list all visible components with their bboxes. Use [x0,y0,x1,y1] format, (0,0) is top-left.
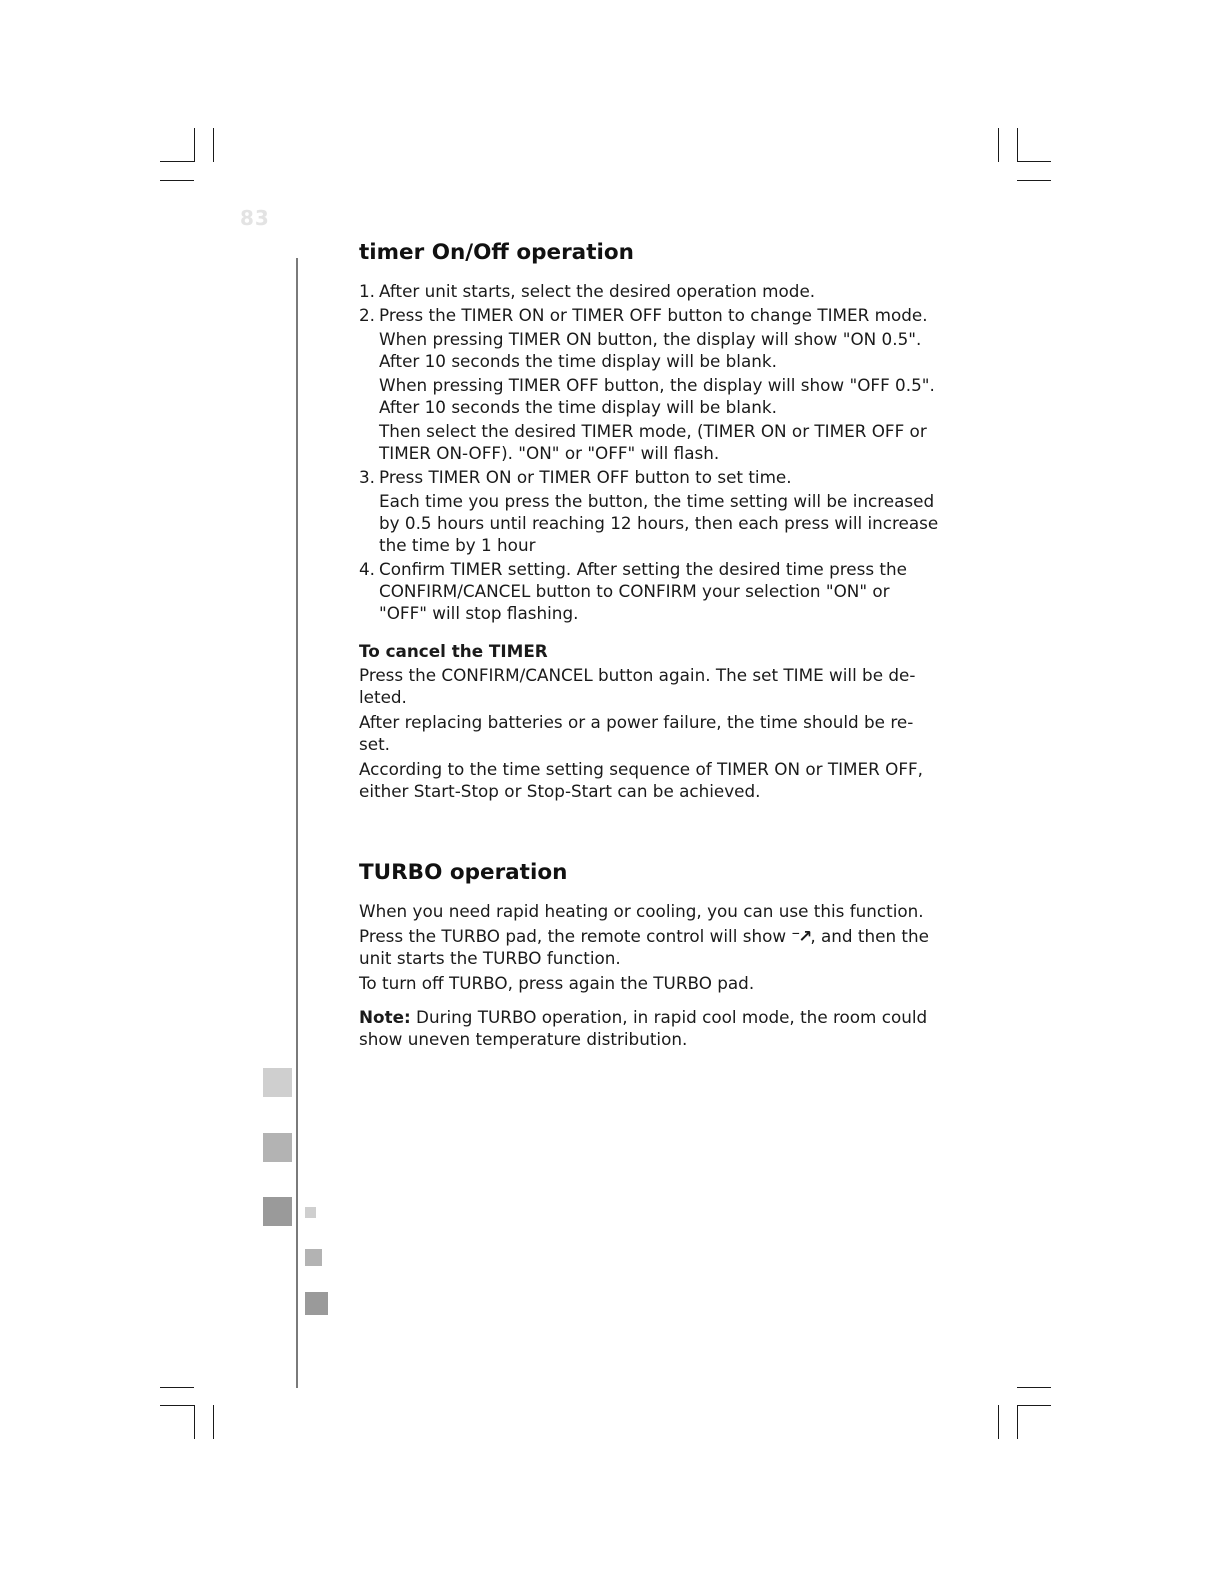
step-text: Each time you press the button, the time setting will be increased by 0.5 hours until reaching 12 hours, then each press will increase the time by 1 hour [379,491,939,555]
cancel-paragraph: According to the time setting sequence of TIMER ON or TIMER OFF, either Start-Stop or Stop-Start can be achieved. [359,759,923,801]
crop-mark-tl-v2 [213,128,214,162]
step-number: 3. [359,467,376,487]
step-text: Press TIMER ON or TIMER OFF button to set time. [379,467,792,487]
crop-mark-tr-v2 [1017,128,1018,162]
cancel-timer-heading: To cancel the TIMER [359,641,548,661]
step-number: 4. [359,559,376,579]
crop-mark-br-v2 [1017,1405,1018,1439]
timer-heading: timer On/Off operation [359,240,634,265]
step-text: When pressing TIMER ON button, the display will show "ON 0.5". After 10 seconds the time display will be blank. [379,329,922,371]
crop-mark-bl-v [194,1405,195,1439]
tab-square-large [305,1292,328,1315]
margin-rule [296,258,298,1388]
turbo-paragraph [359,925,939,969]
crop-mark-br-h2 [1017,1405,1051,1406]
step-text: Press the TIMER ON or TIMER OFF button to change TIMER mode. [379,305,928,325]
turbo-symbol-icon: ⁻↗ [791,926,811,946]
step-text: When pressing TIMER OFF button, the display will show "OFF 0.5". After 10 seconds the time display will be blank. [379,375,935,417]
timer-steps [359,280,939,624]
step-text: Then select the desired TIMER mode, (TIMER ON or TIMER OFF or TIMER ON-OFF). "ON" or "OFF" will flash. [379,421,927,463]
tab-square-medium [305,1249,322,1266]
tab-marker-dark [263,1197,292,1226]
crop-mark-tl-h2 [160,180,194,181]
turbo-note [359,1006,939,1050]
step-text: After unit starts, select the desired operation mode. [379,281,816,301]
crop-mark-bl-h2 [160,1405,194,1406]
crop-mark-br-v [998,1405,999,1439]
main-content [359,238,939,1053]
timer-step-3 [359,466,939,556]
step-number: 1. [359,281,376,301]
crop-mark-bl-v2 [213,1405,214,1439]
timer-step-4 [359,558,939,624]
crop-mark-tl-h [160,161,194,162]
cancel-paragraph: Press the CONFIRM/CANCEL button again. The set TIME will be de-leted. [359,665,916,707]
crop-mark-tr-h2 [1017,180,1051,181]
crop-mark-tr-h [1017,161,1051,162]
cancel-paragraph: After replacing batteries or a power failure, the time should be re-set. [359,712,914,754]
tab-marker-mid [263,1133,292,1162]
crop-mark-br-h [1017,1387,1051,1388]
note-label: Note: [359,1007,411,1027]
page-number: 83 [240,206,270,230]
timer-step-1 [359,280,939,302]
step-number: 2. [359,305,376,325]
tab-marker-light [263,1068,292,1097]
timer-step-2 [359,304,939,464]
turbo-heading: TURBO operation [359,860,568,885]
crop-mark-tr-v [998,128,999,162]
crop-mark-tl-v [194,128,195,162]
step-text: Confirm TIMER setting. After setting the desired time press the CONFIRM/CANCEL button to CONFIRM your selection "ON" or "OFF" will stop flashing. [379,559,907,623]
note-text: During TURBO operation, in rapid cool mode, the room could show uneven temperature distribution. [359,1007,928,1049]
turbo-paragraph: When you need rapid heating or cooling, you can use this function. [359,901,924,921]
turbo-text-before: Press the TURBO pad, the remote control will show [359,926,792,946]
turbo-section [359,858,939,1050]
crop-mark-bl-h [160,1387,194,1388]
turbo-text-after: , and then the unit starts the TURBO function. [359,926,929,968]
turbo-paragraph: To turn off TURBO, press again the TURBO pad. [359,973,755,993]
tab-square-small [305,1207,316,1218]
